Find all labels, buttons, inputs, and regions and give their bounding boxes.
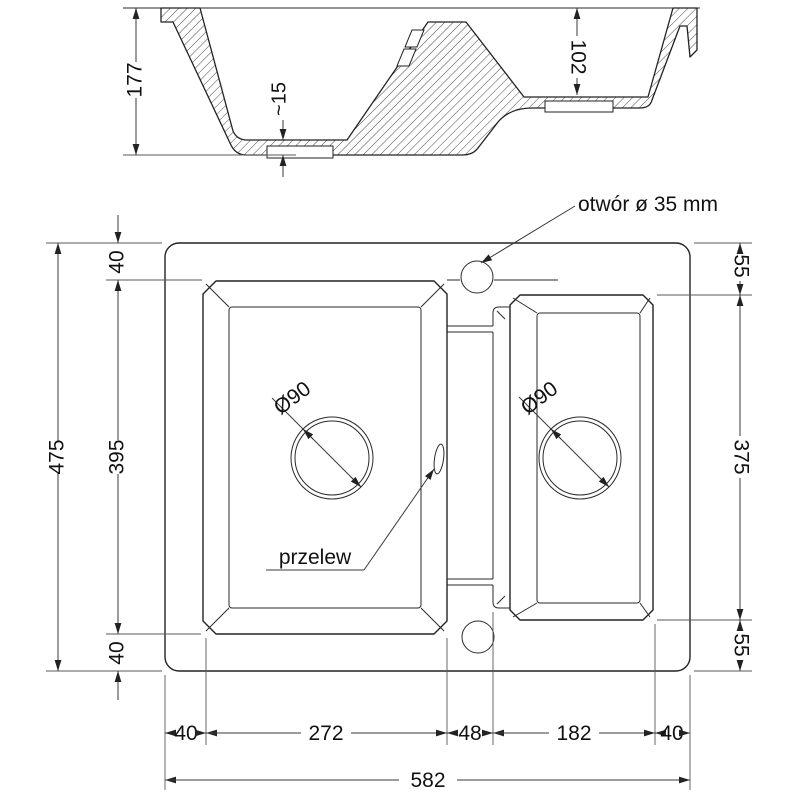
label-small-bowl-depth: 102 xyxy=(566,39,590,75)
label-right-drain: Ø90 xyxy=(516,377,563,420)
plan-view xyxy=(165,193,718,671)
right-dimension-chain xyxy=(657,243,752,671)
left-drain-recess xyxy=(267,146,333,158)
label-left-bottom-margin: 40 xyxy=(105,641,129,665)
right-bowl-notch-bottom xyxy=(493,585,510,608)
label-bowl1-width: 272 xyxy=(308,722,344,745)
label-overflow: przelew xyxy=(278,546,352,569)
overflow-opening xyxy=(432,444,445,475)
overflow-callout xyxy=(266,469,434,570)
right-bowl-flange xyxy=(510,295,653,620)
section-view xyxy=(123,8,700,177)
left-bowl xyxy=(203,281,447,634)
label-left-overall: 475 xyxy=(45,439,69,475)
section-profile xyxy=(161,8,697,155)
label-left-drain: Ø90 xyxy=(269,377,316,420)
label-floor-offset: ~15 xyxy=(268,82,291,116)
faucet-hole-top xyxy=(461,261,493,293)
label-right-bottom-margin: 55 xyxy=(729,633,753,657)
bottom-dimension-chain xyxy=(165,612,690,792)
faucet-hole-callout xyxy=(481,193,718,263)
right-bowl-notch-top xyxy=(493,307,510,326)
label-total-height: 177 xyxy=(123,62,147,98)
label-right-bowl-length: 375 xyxy=(729,439,753,475)
label-bottom-left-margin: 40 xyxy=(174,722,198,745)
label-left-bowl-length: 395 xyxy=(105,439,129,475)
dim-floor-offset xyxy=(268,82,290,177)
right-drain-recess xyxy=(545,101,613,112)
divider-channel xyxy=(432,280,558,585)
label-bowl2-width: 182 xyxy=(556,722,592,745)
label-right-top-margin: 55 xyxy=(729,254,753,278)
label-left-top-margin: 40 xyxy=(105,250,129,274)
dim-small-bowl-depth xyxy=(566,8,589,95)
label-bottom-overall: 582 xyxy=(410,769,446,792)
left-dimension-chain xyxy=(46,215,202,700)
label-divider-width: 48 xyxy=(458,722,482,745)
left-bowl-flange xyxy=(203,281,447,634)
right-bowl-inner xyxy=(537,313,640,603)
label-bottom-right-margin: 40 xyxy=(660,722,684,745)
right-bowl xyxy=(493,295,653,620)
faucet-hole-bottom xyxy=(462,621,494,653)
label-faucet-hole: otwór ø 35 mm xyxy=(578,193,719,216)
